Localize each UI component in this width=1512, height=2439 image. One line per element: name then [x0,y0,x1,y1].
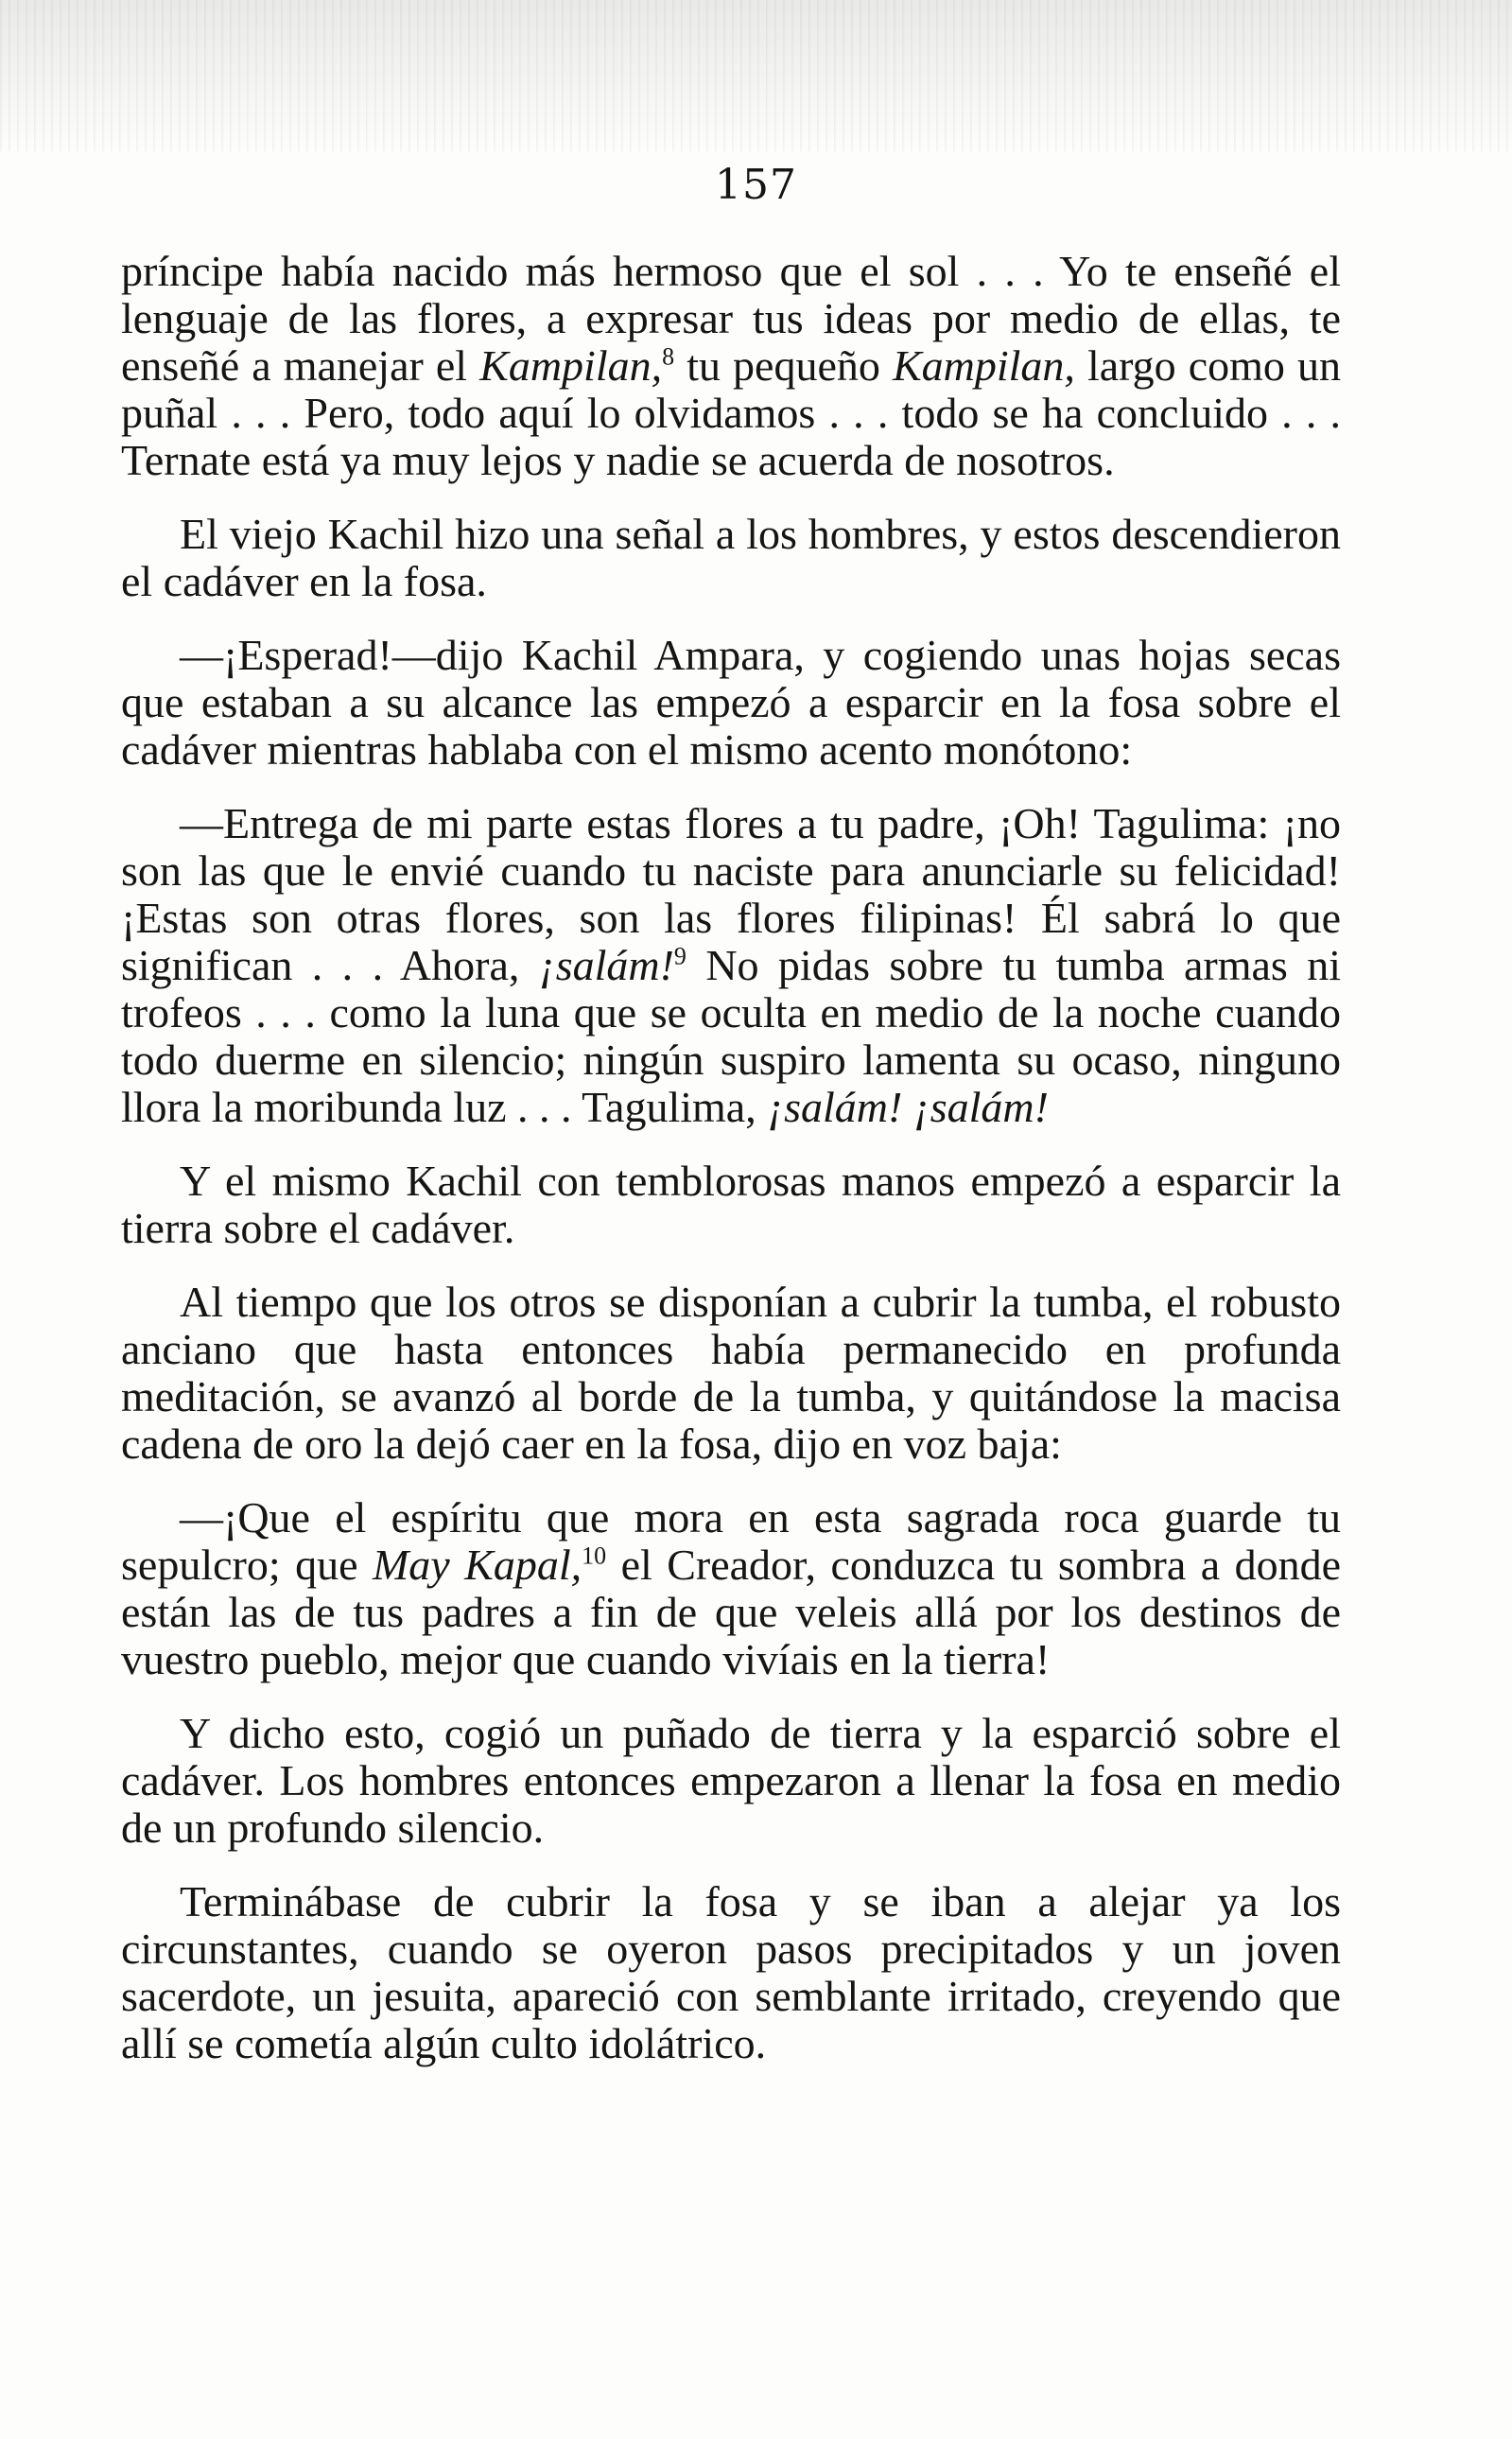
paragraph [121,1494,1341,1683]
body-text [121,248,1341,2094]
text-run: No pidas sobre tu tumba armas ni trofeos . . . como la luna que se oculta en medio de la noche cuando todo duerme en silencio; ningún suspiro lamenta su ocaso, ninguno llora la moribunda luz . . . Tagulima, [121,941,1342,1131]
text-run: El viejo Kachil hizo una señal a los hombres, y estos descendieron el cadáver en la fosa. [121,510,1341,605]
footnote-marker: 10 [582,1542,607,1570]
text-run: —Entrega de mi parte estas flores a tu padre, ¡Oh! Tagulima: ¡no son las que le envié cuando tu naciste para anunciarle su felicidad! ¡Estas son otras flores, son las flores filipinas! Él sabrá lo que significan . . . Ahora, [121,799,1341,989]
paragraph [121,1279,1341,1468]
italic-text: May Kapal, [372,1541,582,1589]
paragraph [121,1158,1341,1252]
paragraph [121,1878,1341,2067]
footnote-marker: 9 [673,942,686,970]
paragraph [121,800,1341,1131]
text-run: Y el mismo Kachil con temblorosas manos empezó a esparcir la tierra sobre el cadáver. [121,1157,1341,1252]
text-run: —¡Esperad!—dijo Kachil Ampara, y cogiendo unas hojas secas que estaban a su alcance las empezó a esparcir en la fosa sobre el cadáver mientras hablaba con el mismo acento monótono: [121,631,1341,774]
text-run: tu pequeño [674,341,893,390]
italic-text: ¡salám! [538,941,674,989]
text-run: largo como un puñal . . . Pero, todo aquí lo olvidamos . . . todo se ha concluido . . . Ternate está ya muy lejos y nadie se acuerda de nosotros. [121,341,1341,484]
text-run: Terminábase de cubrir la fosa y se iban a alejar ya los circunstantes, cuando se oyeron pasos precipitados y un joven sacerdote, un jesuita, apareció con semblante irritado, creyendo que allí se cometía algún culto idolátrico. [121,1877,1341,2067]
text-run: Al tiempo que los otros se disponían a cubrir la tumba, el robusto anciano que hasta entonces había permanecido en profunda meditación, se avanzó al borde de la tumba, y quitándose la macisa cadena de oro la dejó caer en la fosa, dijo en voz baja: [121,1278,1341,1468]
italic-text: ¡salám! ¡salám! [767,1083,1049,1131]
paragraph [121,632,1341,774]
text-run: príncipe había nacido más hermoso que el sol . . . Yo te enseñé el lenguaje de las flores, a expresar tus ideas por medio de ellas, te enseñé a manejar el [121,247,1341,390]
text-run: —¡Que el espíritu que mora en esta sagrada roca guarde tu sepulcro; que [121,1493,1341,1589]
footnote-marker: 8 [662,342,675,371]
italic-text: Kampilan, [479,341,663,390]
page-number: 157 [715,161,797,209]
paragraph [121,511,1341,605]
italic-text: Kampilan, [892,341,1075,390]
text-run: el Creador, conduzca tu sombra a donde están las de tus padres a fin de que veleis allá por los destinos de vuestro pueblo, mejor que cuando vivíais en la tierra! [121,1541,1341,1683]
paragraph [121,248,1341,484]
text-run: Y dicho esto, cogió un puñado de tierra y la esparció sobre el cadáver. Los hombres entonces empezaron a llenar la fosa en medio de un profundo silencio. [121,1709,1341,1852]
scan-edge-noise [0,0,1512,151]
paragraph [121,1710,1341,1852]
